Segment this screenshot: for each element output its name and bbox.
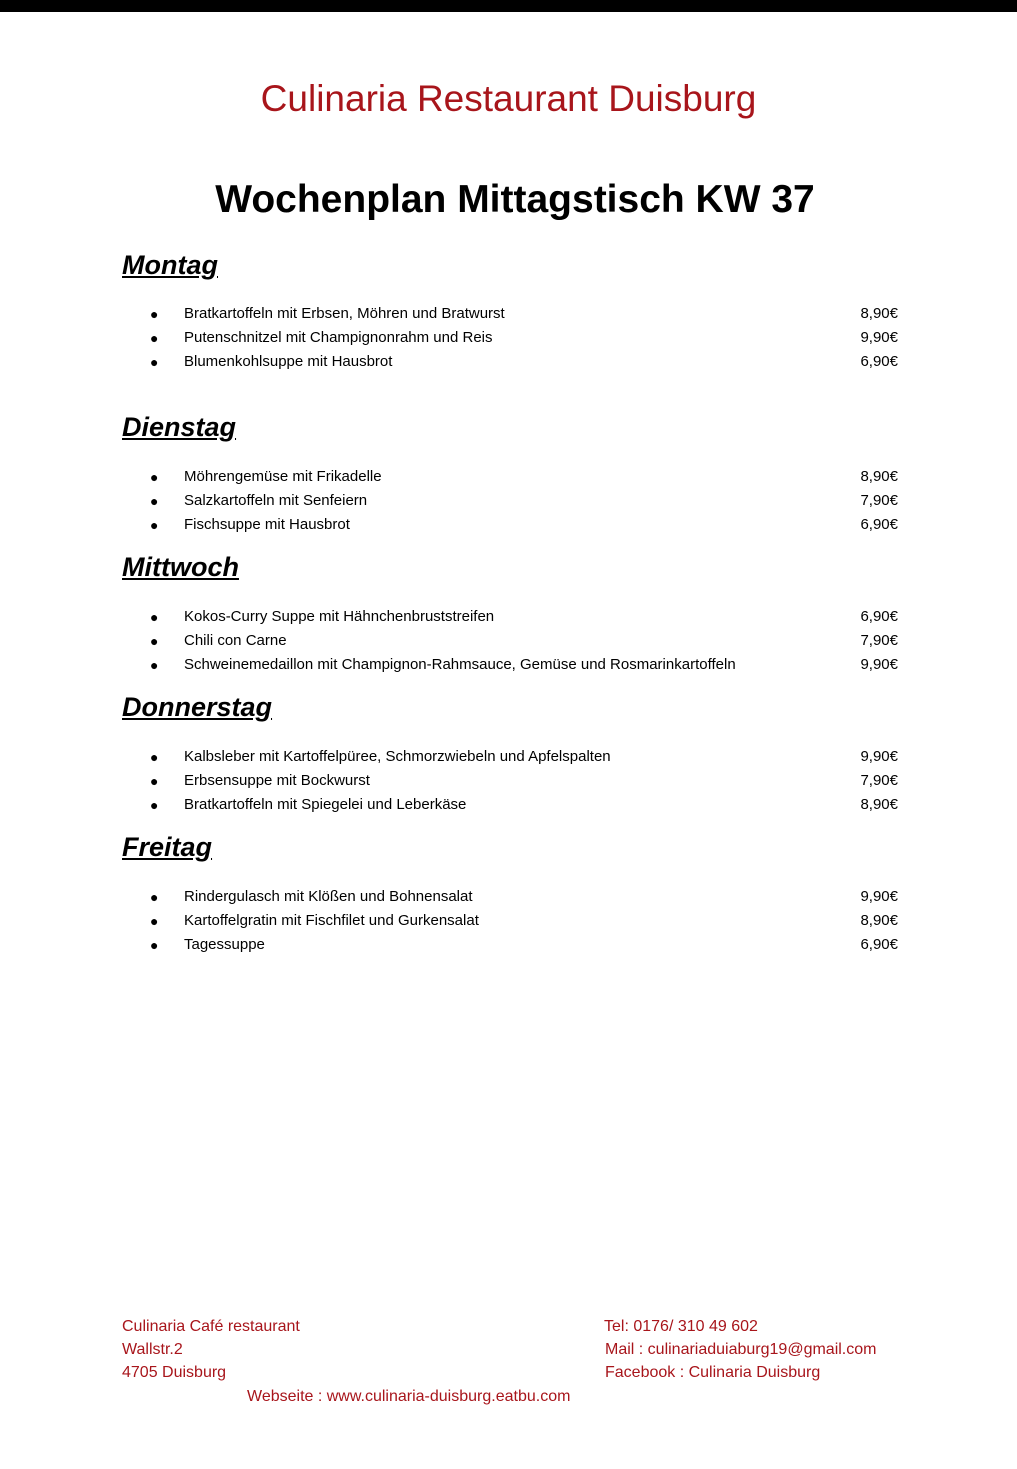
dish-name: Blumenkohlsuppe mit Hausbrot (184, 353, 393, 370)
menu-list-donnerstag (150, 747, 900, 819)
footer-phone: Tel: 0176/ 310 49 602 (604, 1318, 758, 1335)
dish-name: Kalbsleber mit Kartoffelpüree, Schmorzwiebeln und Apfelspalten (184, 748, 611, 765)
dish-name: Salzkartoffeln mit Senfeiern (184, 492, 368, 509)
day-heading-montag: Montag (122, 250, 218, 280)
list-item (150, 935, 900, 959)
dish-price: 7,90€ (860, 772, 898, 789)
dish-name: Tagessuppe (184, 936, 265, 953)
bullet-icon: ● (150, 749, 159, 765)
list-item (150, 491, 900, 515)
list-item (150, 795, 900, 819)
dish-price: 9,90€ (860, 748, 898, 765)
bullet-icon: ● (150, 913, 159, 929)
list-item (150, 911, 900, 935)
list-item (150, 771, 900, 795)
dish-price: 9,90€ (860, 656, 898, 673)
bullet-icon: ● (150, 797, 159, 813)
dish-name: Rindergulasch mit Klößen und Bohnensalat (184, 888, 473, 905)
bullet-icon: ● (150, 493, 159, 509)
top-border (0, 0, 1017, 12)
dish-name: Bratkartoffeln mit Spiegelei und Leberkäse (184, 796, 467, 813)
footer-restaurant-name: Culinaria Café restaurant (122, 1318, 300, 1335)
list-item (150, 655, 900, 679)
dish-price: 8,90€ (860, 468, 898, 485)
dish-price: 9,90€ (860, 329, 898, 346)
list-item (150, 467, 900, 491)
bullet-icon: ● (150, 330, 159, 346)
dish-name: Bratkartoffeln mit Erbsen, Möhren und Bratwurst (184, 305, 505, 322)
dish-name: Möhrengemüse mit Frikadelle (184, 468, 382, 485)
dish-name: Chili con Carne (184, 632, 287, 649)
bullet-icon: ● (150, 517, 159, 533)
menu-list-montag (150, 304, 900, 376)
restaurant-title: Culinaria Restaurant Duisburg (260, 78, 757, 119)
list-item (150, 631, 900, 655)
day-heading-freitag: Freitag (122, 832, 213, 862)
bullet-icon: ● (150, 633, 159, 649)
week-title: Wochenplan Mittagstisch KW 37 (215, 178, 815, 221)
dish-price: 8,90€ (860, 796, 898, 813)
dish-price: 7,90€ (860, 492, 898, 509)
bullet-icon: ● (150, 657, 159, 673)
bullet-icon: ● (150, 889, 159, 905)
dish-name: Putenschnitzel mit Champignonrahm und Reis (184, 329, 493, 346)
bullet-icon: ● (150, 306, 159, 322)
list-item (150, 304, 900, 328)
footer-street: Wallstr.2 (122, 1341, 183, 1358)
dish-name: Fischsuppe mit Hausbrot (184, 516, 350, 533)
bullet-icon: ● (150, 609, 159, 625)
dish-price: 8,90€ (860, 912, 898, 929)
bullet-icon: ● (150, 937, 159, 953)
dish-price: 6,90€ (860, 608, 898, 625)
list-item (150, 607, 900, 631)
menu-list-freitag (150, 887, 900, 959)
dish-name: Schweinemedaillon mit Champignon-Rahmsauce, Gemüse und Rosmarinkartoffeln (184, 656, 736, 673)
dish-price: 6,90€ (860, 936, 898, 953)
dish-name: Erbsensuppe mit Bockwurst (184, 772, 370, 789)
menu-list-dienstag (150, 467, 900, 539)
dish-price: 8,90€ (860, 305, 898, 322)
dish-name: Kokos-Curry Suppe mit Hähnchenbruststreifen (184, 608, 495, 625)
footer-website-link[interactable]: Webseite : www.culinaria-duisburg.eatbu.com (247, 1388, 571, 1405)
list-item (150, 887, 900, 911)
day-heading-mittwoch: Mittwoch (122, 552, 239, 582)
day-heading-dienstag: Dienstag (122, 412, 237, 442)
dish-price: 9,90€ (860, 888, 898, 905)
day-heading-donnerstag: Donnerstag (122, 692, 273, 722)
list-item (150, 328, 900, 352)
list-item (150, 352, 900, 376)
footer-facebook: Facebook : Culinaria Duisburg (605, 1364, 821, 1381)
list-item (150, 515, 900, 539)
list-item (150, 747, 900, 771)
bullet-icon: ● (150, 354, 159, 370)
footer-city: 4705 Duisburg (122, 1364, 227, 1381)
dish-price: 6,90€ (860, 516, 898, 533)
bullet-icon: ● (150, 469, 159, 485)
menu-list-mittwoch (150, 607, 900, 679)
bullet-icon: ● (150, 773, 159, 789)
dish-price: 7,90€ (860, 632, 898, 649)
footer-mail-link[interactable]: Mail : culinariaduiaburg19@gmail.com (605, 1341, 877, 1358)
dish-name: Kartoffelgratin mit Fischfilet und Gurkensalat (184, 912, 479, 929)
dish-price: 6,90€ (860, 353, 898, 370)
